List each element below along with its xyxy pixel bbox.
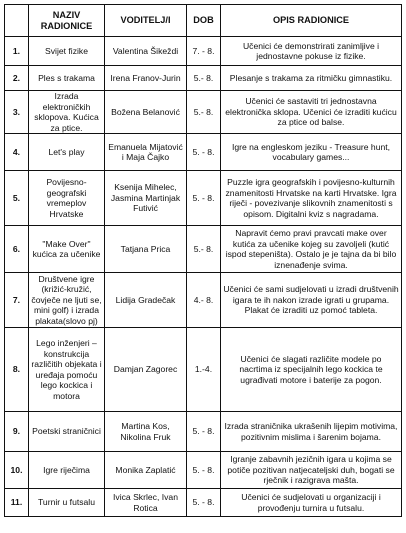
row-lead: Božena Belanović	[105, 91, 187, 134]
table-row	[5, 226, 402, 273]
table-row	[5, 171, 402, 226]
row-desc: Izrada straničnika ukrašenih lijepim motivima, pozitivnim mislima i šarenim bojama.	[221, 412, 402, 452]
row-name: "Make Over" kućica za učenike	[29, 226, 105, 273]
table-row	[5, 91, 402, 134]
document-page	[4, 4, 402, 517]
row-num: 10.	[5, 452, 29, 489]
table-row	[5, 489, 402, 517]
row-num: 1.	[5, 37, 29, 66]
row-num: 5.	[5, 171, 29, 226]
row-lead: Tatjana Prica	[105, 226, 187, 273]
table-row	[5, 452, 402, 489]
row-lead: Ksenija Mihelec, Jasmina Martinjak Futivić	[105, 171, 187, 226]
table-row	[5, 273, 402, 328]
row-age: 5. - 8.	[187, 452, 221, 489]
row-num: 6.	[5, 226, 29, 273]
table-row	[5, 134, 402, 171]
row-age: 1.-4.	[187, 328, 221, 412]
table-row	[5, 328, 402, 412]
row-age: 5.- 8.	[187, 226, 221, 273]
table-row	[5, 412, 402, 452]
row-num: 11.	[5, 489, 29, 517]
row-name: Turnir u futsalu	[29, 489, 105, 517]
header-name: NAZIV RADIONICE	[29, 5, 105, 37]
table-row	[5, 66, 402, 91]
row-name: Društvene igre (križić-kružić, čovječe ne ljuti se, mini golf) i izrada plakata(slovo pj)	[29, 273, 105, 328]
row-name: Ples s trakama	[29, 66, 105, 91]
row-age: 5. - 8.	[187, 134, 221, 171]
row-name: Lego inženjeri – konstrukcija različitih objekata i uređaja pomoću lego kockica i motora	[29, 328, 105, 412]
row-num: 9.	[5, 412, 29, 452]
row-num: 3.	[5, 91, 29, 134]
row-lead: Monika Zaplatić	[105, 452, 187, 489]
row-desc: Puzzle igra geografskih i povijesno-kulturnih znamenitosti Hrvatske na karti Hrvatske. Igra riječi - povezivanje slikovnih znamenitosti s opisom. Digitalni kviz s nagradama.	[221, 171, 402, 226]
row-lead: Martina Kos, Nikolina Fruk	[105, 412, 187, 452]
row-name: Poetski straničnici	[29, 412, 105, 452]
row-name: Svijet fizike	[29, 37, 105, 66]
table-row	[5, 37, 402, 66]
row-age: 5. - 8.	[187, 412, 221, 452]
row-desc: Učenici će demonstrirati zanimljive i jednostavne pokuse iz fizike.	[221, 37, 402, 66]
row-desc: Igranje zabavnih jezičnih igara u kojima se potiče pozitivan natjecateljski duh, bogati se rječnik i razigrava mašta.	[221, 452, 402, 489]
row-desc: Učenici će slagati različite modele po nacrtima iz specijalnih lego kockica te ugrađivati motore i baterije za pogon.	[221, 328, 402, 412]
header-num	[5, 5, 29, 37]
row-desc: Učenici će sudjelovati u organizaciji i provođenju turnira u futsalu.	[221, 489, 402, 517]
row-age: 5.- 8.	[187, 91, 221, 134]
row-lead: Lidija Gradečak	[105, 273, 187, 328]
row-lead: Valentina Šikeždi	[105, 37, 187, 66]
row-name: Izrada elektroničkih sklopova. Kućica za ptice.	[29, 91, 105, 134]
row-name: Igre riječima	[29, 452, 105, 489]
row-num: 2.	[5, 66, 29, 91]
row-age: 5. - 8.	[187, 489, 221, 517]
header-desc: OPIS RADIONICE	[221, 5, 402, 37]
row-age: 5. - 8.	[187, 171, 221, 226]
row-num: 4.	[5, 134, 29, 171]
row-num: 7.	[5, 273, 29, 328]
row-lead: Damjan Zagorec	[105, 328, 187, 412]
row-desc: Napravit ćemo pravi pravcati make over kutića za učenike kojeg su zavoljeli (kutić ispod stepeništa). Ostalo je je tajna da bi bilo iznenađenje svima.	[221, 226, 402, 273]
row-desc: Učenici će sastaviti tri jednostavna elektronička sklopa. Učenici će izraditi kućicu za ptice od balse.	[221, 91, 402, 134]
row-age: 5.- 8.	[187, 66, 221, 91]
row-age: 7. - 8.	[187, 37, 221, 66]
table-header-row	[5, 5, 402, 37]
row-age: 4.- 8.	[187, 273, 221, 328]
workshop-table	[4, 4, 402, 517]
row-desc: Učenici će sami sudjelovati u izradi društvenih igara te ih nakon izrade igrati u grupama. Plakat će izraditi uz pomoć tableta.	[221, 273, 402, 328]
row-desc: Plesanje s trakama za ritmičku gimnastiku.	[221, 66, 402, 91]
header-lead: VODITELJ/I	[105, 5, 187, 37]
row-num: 8.	[5, 328, 29, 412]
header-age: DOB	[187, 5, 221, 37]
row-desc: Igre na engleskom jeziku - Treasure hunt, vocabulary games...	[221, 134, 402, 171]
row-name: Let's play	[29, 134, 105, 171]
row-lead: Ivica Skrlec, Ivan Rotica	[105, 489, 187, 517]
row-lead: Emanuela Mijatović i Maja Čajko	[105, 134, 187, 171]
row-name: Povijesno-geografski vremeplov Hrvatske	[29, 171, 105, 226]
row-lead: Irena Franov-Jurin	[105, 66, 187, 91]
